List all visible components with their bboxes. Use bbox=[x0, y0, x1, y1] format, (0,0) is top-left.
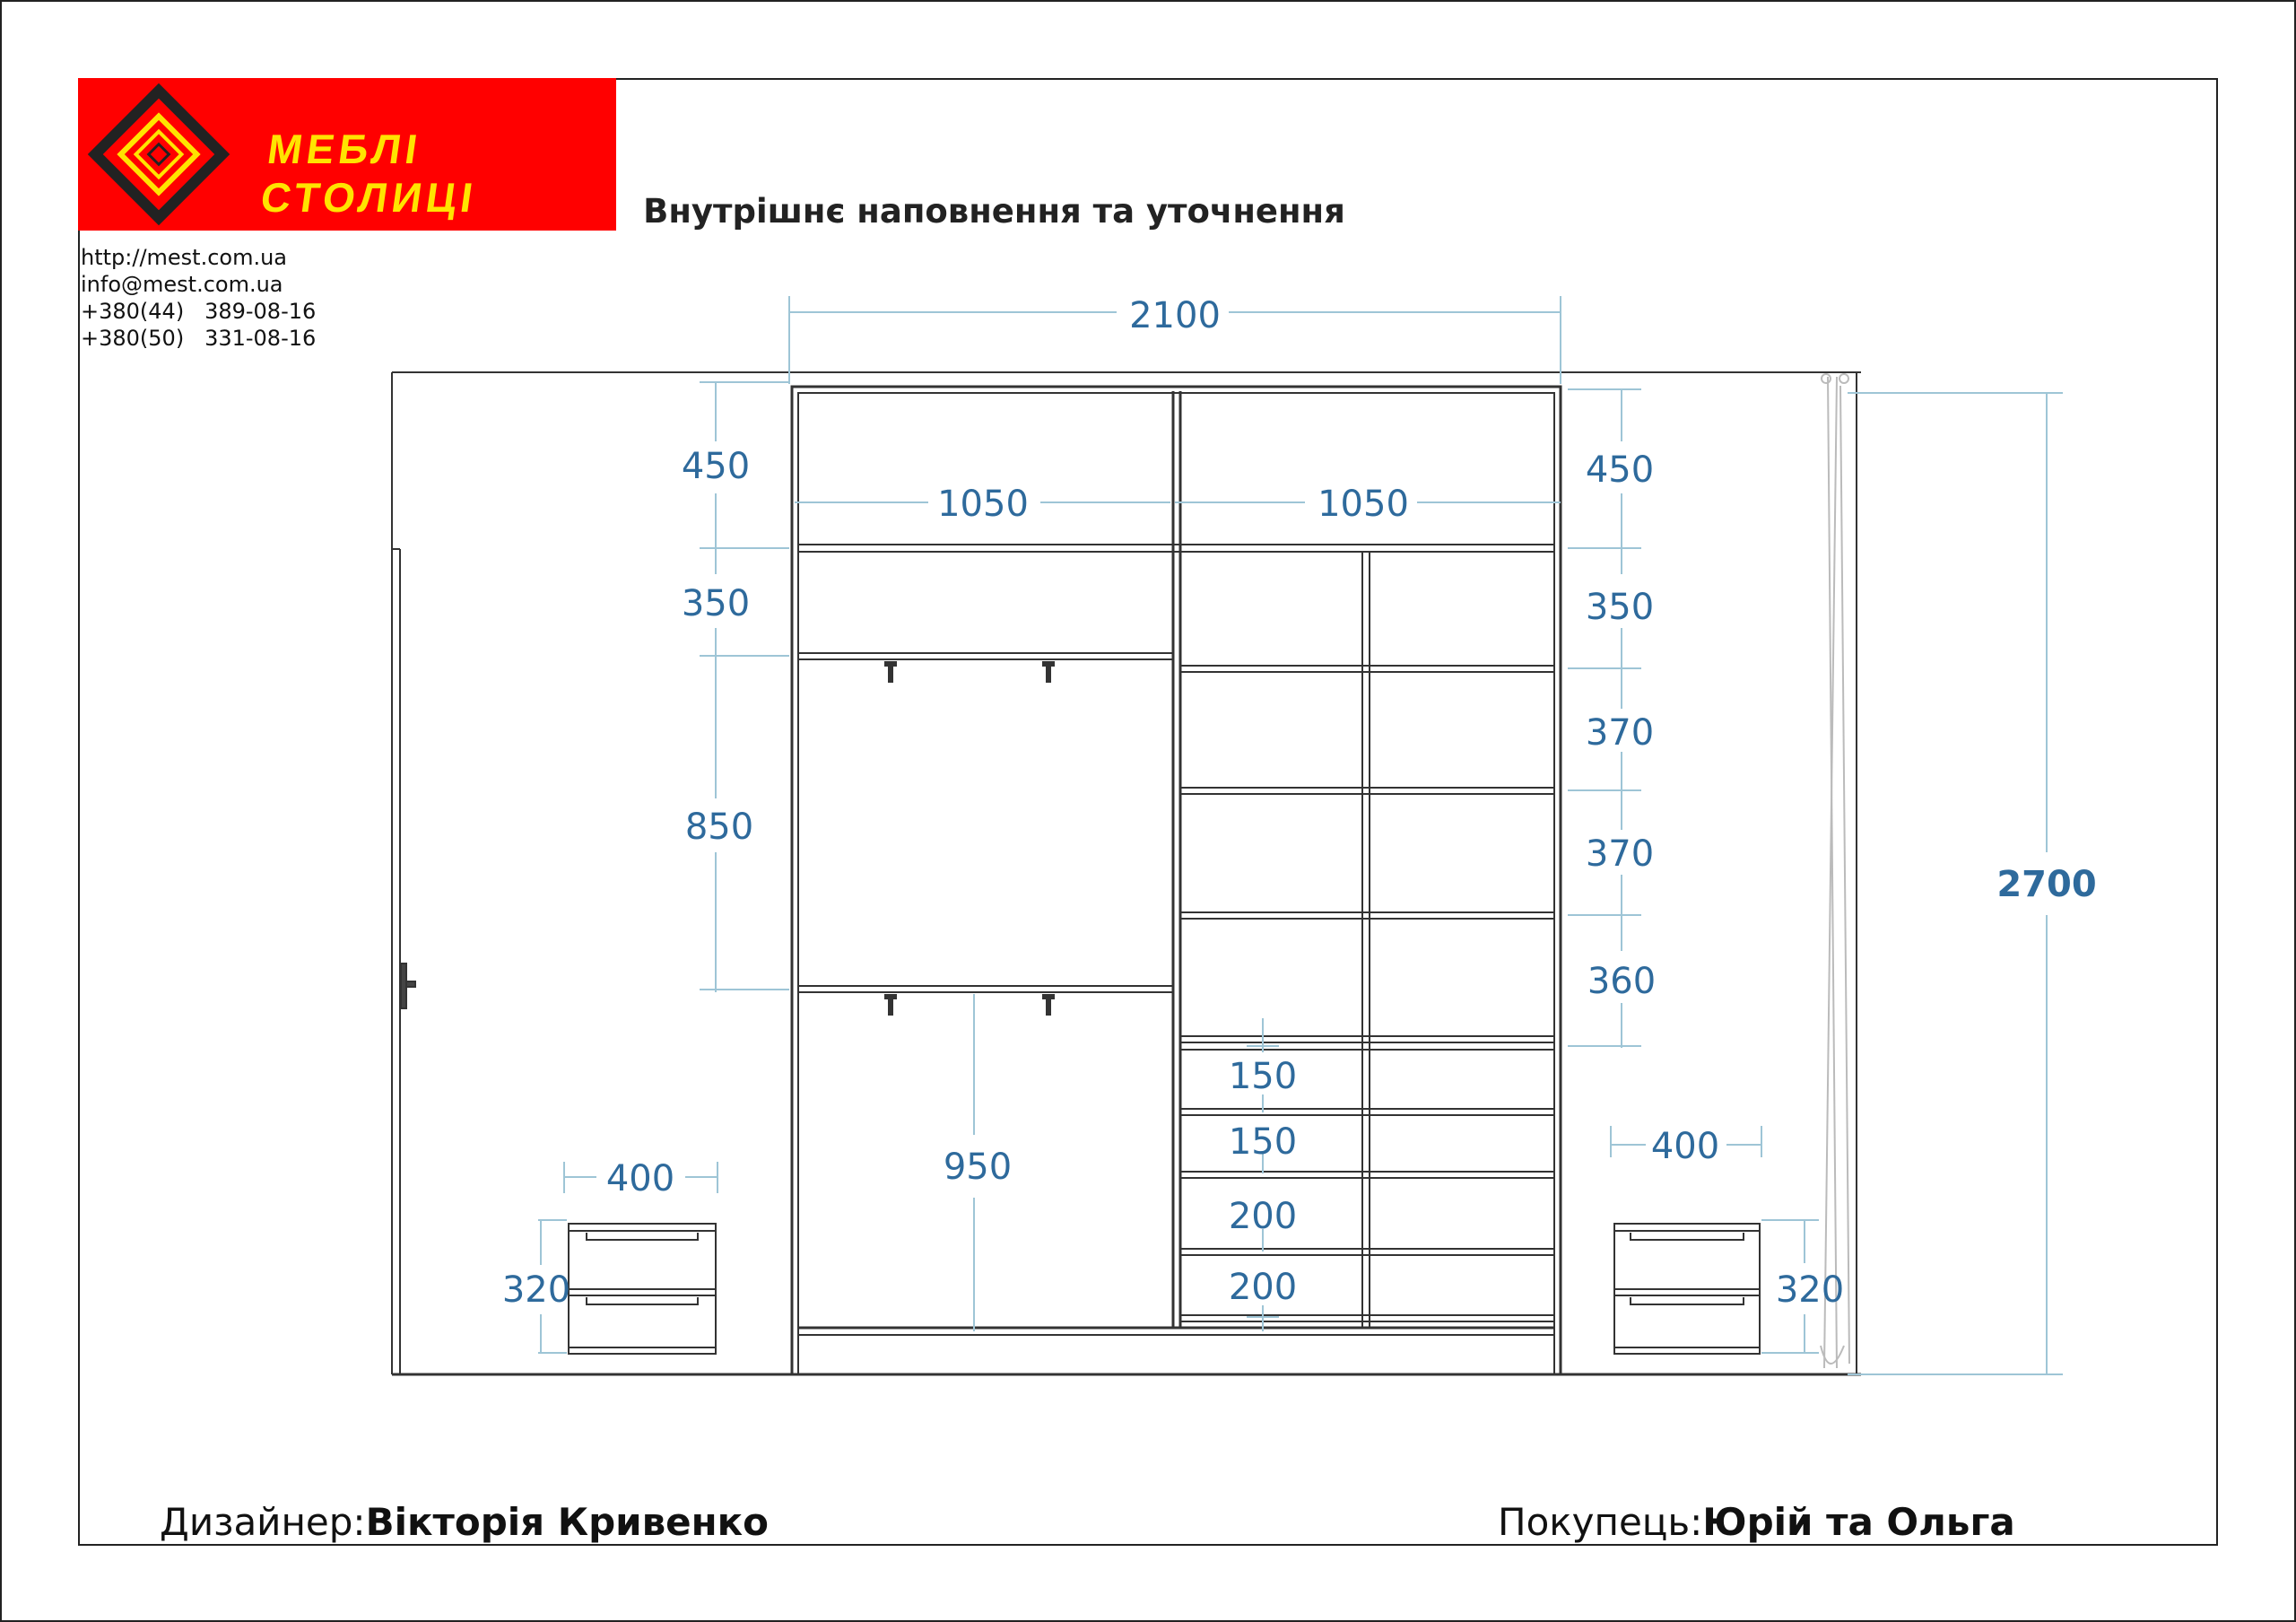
dim-left-height-1: 450 bbox=[681, 446, 751, 487]
designer-name: Вікторія Кривенко bbox=[365, 1500, 770, 1544]
designer-label: Дизайнер: bbox=[160, 1500, 366, 1544]
contact-phone-1: +380(44) 389-08-16 bbox=[81, 299, 317, 324]
wardrobe-frame bbox=[792, 387, 1561, 1374]
curtain bbox=[1821, 374, 1849, 1368]
dim-nightstand-right-width: 400 bbox=[1650, 1126, 1720, 1167]
dim-nightstand-left-width: 400 bbox=[605, 1158, 675, 1199]
room-door bbox=[392, 549, 415, 1374]
dim-right-height-2: 350 bbox=[1585, 587, 1655, 628]
dim-total-height: 2700 bbox=[1996, 864, 2097, 905]
dim-right-height-1: 450 bbox=[1585, 449, 1655, 491]
dim-drawer-height-4: 200 bbox=[1228, 1267, 1298, 1308]
dim-left-height-2: 350 bbox=[681, 583, 751, 624]
contact-email[interactable]: info@mest.com.ua bbox=[81, 272, 283, 297]
page-title: Внутрішнє наповнення та уточнення bbox=[643, 192, 1345, 231]
contact-website[interactable]: http://mest.com.ua bbox=[81, 245, 288, 270]
dim-left-height-3: 850 bbox=[684, 807, 754, 848]
dim-nightstand-left-height: 320 bbox=[501, 1269, 571, 1311]
nightstand-left bbox=[569, 1224, 716, 1354]
dim-right-section-width: 1050 bbox=[1318, 484, 1409, 525]
dim-right-height-5: 360 bbox=[1587, 961, 1657, 1002]
dim-drawer-height-1: 150 bbox=[1228, 1056, 1298, 1097]
dim-right-height-4: 370 bbox=[1585, 833, 1655, 875]
dim-total-width: 2100 bbox=[1129, 295, 1221, 336]
nightstand-right bbox=[1614, 1224, 1760, 1354]
designer-credit bbox=[160, 1500, 769, 1544]
dim-right-height-3: 370 bbox=[1585, 712, 1655, 754]
customer-label: Покупець: bbox=[1498, 1500, 1703, 1544]
dim-drawer-height-3: 200 bbox=[1228, 1196, 1298, 1237]
dim-left-section-width: 1050 bbox=[937, 484, 1029, 525]
brand-name: МЕБЛІ СТОЛИЦІ bbox=[257, 126, 481, 221]
wardrobe-shelves bbox=[798, 545, 1554, 1328]
dim-drawer-height-2: 150 bbox=[1228, 1121, 1298, 1163]
contact-phone-2: +380(50) 331-08-16 bbox=[81, 326, 317, 351]
customer-name: Юрій та Ольга bbox=[1702, 1500, 2015, 1544]
hanging-rails bbox=[884, 661, 1055, 1016]
dim-left-height-4: 950 bbox=[943, 1147, 1013, 1188]
customer-credit bbox=[1498, 1500, 2015, 1544]
dimension-lines bbox=[538, 296, 2063, 1374]
dim-nightstand-right-height: 320 bbox=[1775, 1269, 1845, 1311]
